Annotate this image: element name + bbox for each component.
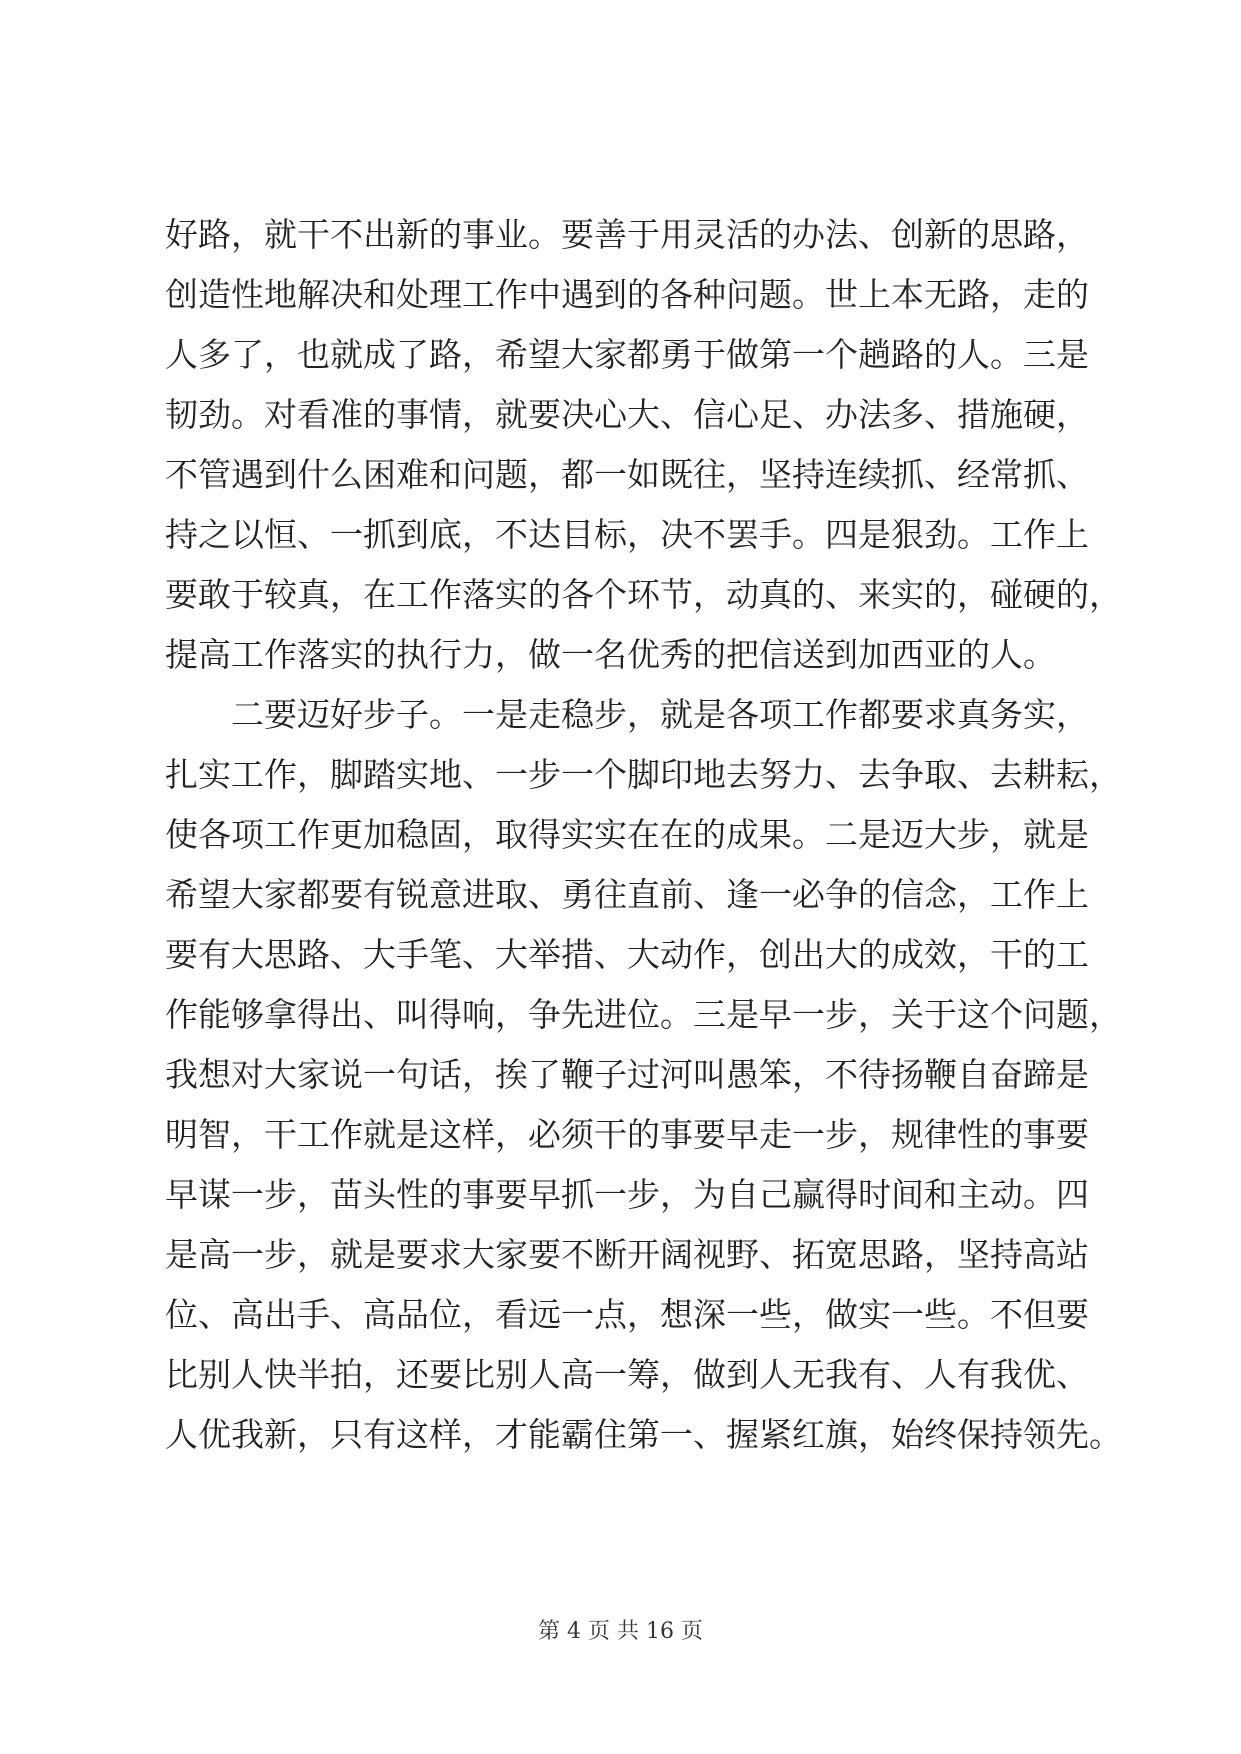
text-line: 创造性地解决和处理工作中遇到的各种问题。世上本无路，走的	[165, 275, 1089, 314]
text-line: 我想对大家说一句话，挨了鞭子过河叫愚笨，不待扬鞭自奋蹄是	[165, 1055, 1089, 1094]
text-line: 早谋一步，苗头性的事要早抓一步，为自己赢得时间和主动。四	[165, 1175, 1089, 1214]
text-line: 位、高出手、高品位，看远一点，想深一些，做实一些。不但要	[165, 1295, 1089, 1334]
text-line: 使各项工作更加稳固，取得实实在在的成果。二是迈大步，就是	[165, 815, 1089, 854]
text-line: 比别人快半拍，还要比别人高一筹，做到人无我有、人有我优、	[165, 1355, 1089, 1394]
text-line: 不管遇到什么困难和问题，都一如既往，坚持连续抓、经常抓、	[165, 455, 1089, 494]
text-line: 希望大家都要有锐意进取、勇往直前、逢一必争的信念，工作上	[165, 875, 1089, 914]
text-line: 提高工作落实的执行力，做一名优秀的把信送到加西亚的人。	[165, 635, 1056, 674]
text-line: 是高一步，就是要求大家要不断开阔视野、拓宽思路，坚持高站	[165, 1235, 1089, 1274]
text-line: 扎实工作，脚踏实地、一步一个脚印地去努力、去争取、去耕耘，	[165, 755, 1122, 794]
paragraph-first-line: 二要迈好步子。一是走稳步，就是各项工作都要求真务实，	[231, 695, 1089, 734]
text-line: 人优我新，只有这样，才能霸住第一、握紧红旗，始终保持领先。	[165, 1415, 1122, 1454]
text-line: 好路，就干不出新的事业。要善于用灵活的办法、创新的思路，	[165, 215, 1089, 254]
text-line: 要有大思路、大手笔、大举措、大动作，创出大的成效，干的工	[165, 935, 1089, 974]
text-line: 人多了，也就成了路，希望大家都勇于做第一个趟路的人。三是	[165, 335, 1089, 374]
text-line: 明智，干工作就是这样，必须干的事要早走一步，规律性的事要	[165, 1115, 1089, 1154]
page-number-footer: 第 4 页 共 16 页	[538, 1619, 703, 1644]
text-line: 作能够拿得出、叫得响，争先进位。三是早一步，关于这个问题，	[165, 995, 1122, 1034]
body-text	[165, 205, 1122, 1465]
text-line: 持之以恒、一抓到底，不达目标，决不罢手。四是狠劲。工作上	[165, 515, 1089, 554]
text-line: 韧劲。对看准的事情，就要决心大、信心足、办法多、措施硬，	[165, 395, 1089, 434]
text-line: 要敢于较真，在工作落实的各个环节，动真的、来实的，碰硬的，	[165, 575, 1122, 614]
